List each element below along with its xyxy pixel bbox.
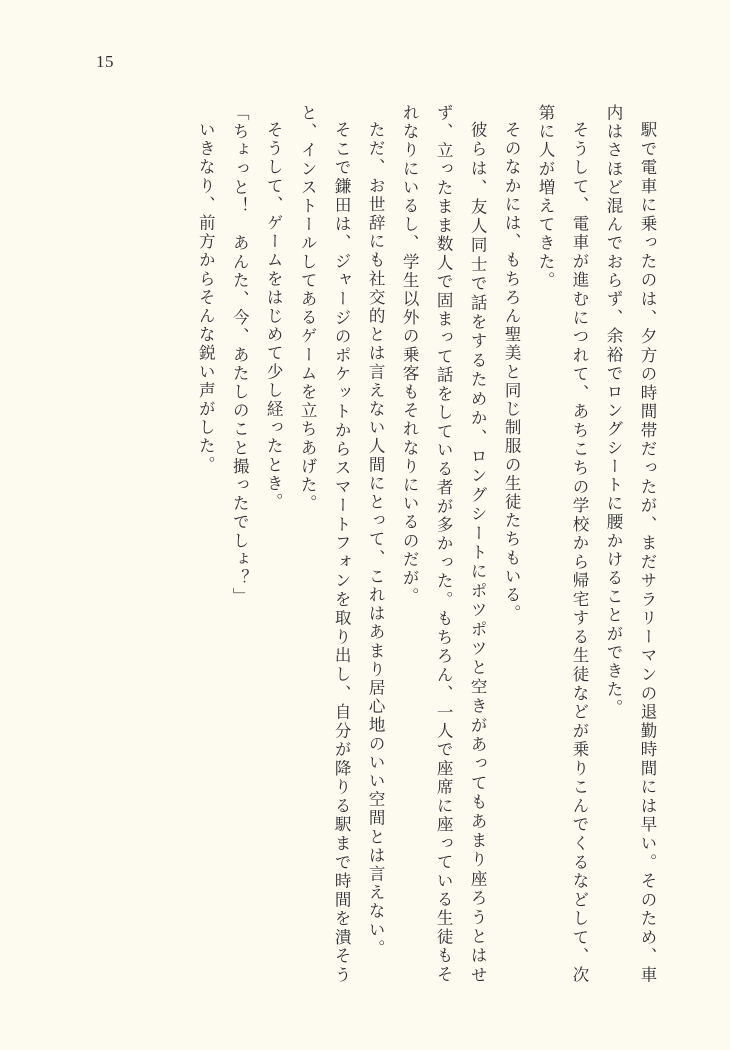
paragraph: ただ、お世辞にも社交的とは言えない人間にとって、これはあまり居心地のいい空間とは言えない。 [366, 120, 386, 958]
paragraph: そうして、電車が進むにつれて、あちこちの学校から帰宅する生徒などが乗りこんでくるなどして、次第に人が増えてきた。 [536, 104, 590, 984]
paragraph: そのなかには、もちろん聖美と同じ制服の生徒たちもいる。 [502, 120, 522, 623]
paragraph-dialogue: 「ちょっと！ あんた、今、あたしのこと撮ったでしょ？」 [230, 104, 250, 607]
paragraph: そうして、ゲームをはじめて少し経ったとき。 [264, 120, 284, 512]
paragraph: いきなり、前方からそんな鋭い声がした。 [196, 120, 216, 474]
paragraph: 駅で電車に乗ったのは、夕方の時間帯だったが、まだサラリーマンの退勤時間には早い。そのため、車内はさほど混んでおらず、余裕でロングシートに腰かけることができた。 [604, 104, 657, 984]
page-number: 15 [96, 52, 114, 71]
paragraph: そこで鎌田は、ジャージのポケットからスマートフォンを取り出し、自分が降りる駅まで時間を潰そうと、インストールしてあるゲームを立ちあげた。 [298, 104, 352, 984]
body-text [64, 104, 664, 984]
paragraph: 彼らは、友人同士で話をするためか、ロングシートにポツポツと空きがあってもあまり座ろうとはせず、立ったまま数人で固まって話をしている者が多かった。もちろん、一人で座席に座っている生徒もそれなりにいるし、学生以外の乗客もそれなりにいるのだが。 [400, 104, 488, 984]
